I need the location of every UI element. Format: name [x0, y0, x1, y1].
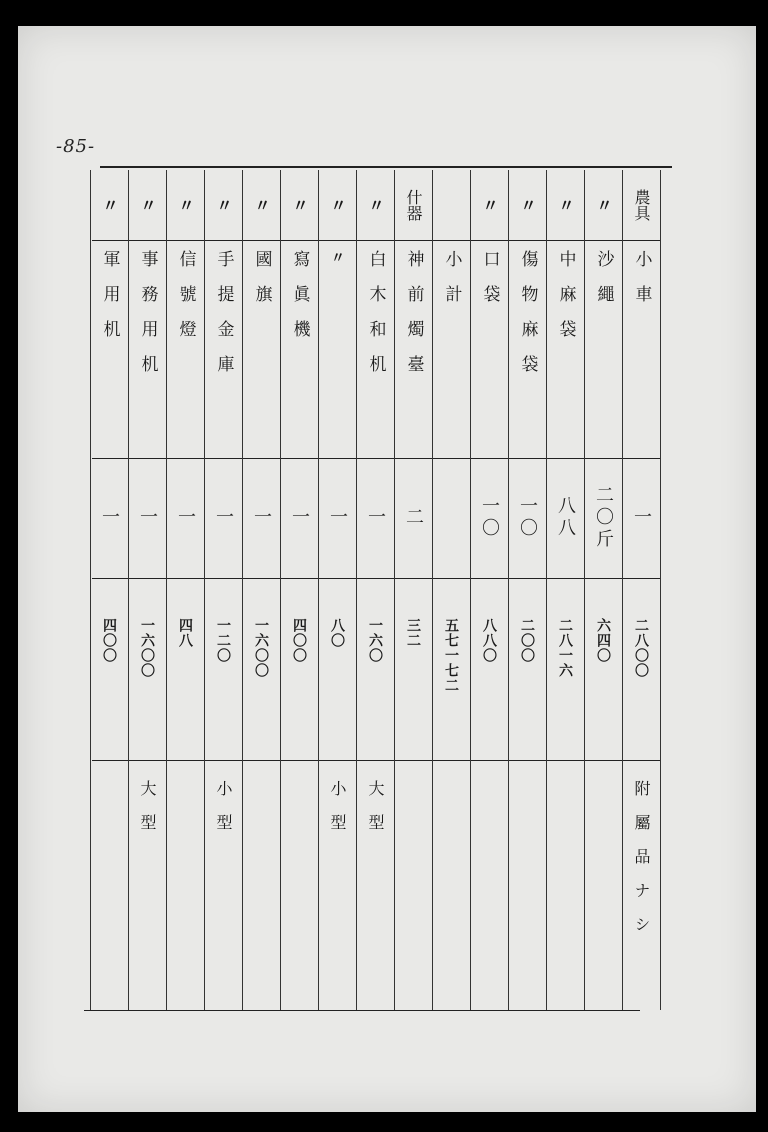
qty-text: 一: [175, 507, 196, 529]
row-9-note-cell: [280, 760, 318, 1030]
price-text: 二八〇〇: [633, 618, 649, 678]
row-5-category-cell: [432, 170, 470, 240]
qty-text: 一: [137, 507, 158, 529]
qty-text: 二〇斤: [593, 485, 614, 551]
name-text: 事務用机: [137, 250, 158, 390]
price-text: 六四〇: [595, 618, 611, 663]
row-1-name-cell: [584, 240, 622, 468]
category-text: 〃: [556, 197, 575, 213]
category-text: 〃: [252, 197, 271, 213]
row-14-qty-cell: [90, 458, 128, 578]
category-text: 〃: [594, 197, 613, 213]
name-text: 神前燭臺: [403, 250, 424, 390]
price-text: 八〇: [329, 618, 345, 648]
row-6-category-cell: [394, 170, 432, 240]
name-text: 口袋: [479, 250, 500, 320]
row-2-note-cell: [546, 760, 584, 1030]
row-10-note-cell: [242, 760, 280, 1030]
row-11-name-cell: [204, 240, 242, 468]
row-3-qty-cell: [508, 458, 546, 578]
row-14-name-cell: [90, 240, 128, 468]
note-text: 小型: [214, 780, 233, 848]
row-12-note-cell: [166, 760, 204, 1030]
row-12-category-cell: [166, 170, 204, 240]
row-1-note-cell: [584, 760, 622, 1030]
name-text: 信號燈: [175, 250, 196, 355]
row-4-name-cell: [470, 240, 508, 468]
category-text: 〃: [138, 197, 157, 213]
qty-text: 二: [403, 507, 424, 529]
category-text: 〃: [176, 197, 195, 213]
price-text: 三二: [405, 618, 421, 648]
category-text: 〃: [518, 197, 537, 213]
qty-text: 一: [251, 507, 272, 529]
row-0-name-cell: [622, 240, 660, 468]
qty-text: 一: [327, 507, 348, 529]
row-3-category-cell: [508, 170, 546, 240]
price-text: 五七一七二: [443, 618, 459, 693]
column-rule: [660, 170, 661, 1010]
row-4-qty-cell: [470, 458, 508, 578]
category-text: 〃: [214, 197, 233, 213]
row-14-category-cell: [90, 170, 128, 240]
row-2-name-cell: [546, 240, 584, 468]
row-13-qty-cell: [128, 458, 166, 578]
row-13-name-cell: [128, 240, 166, 468]
row-10-category-cell: [242, 170, 280, 240]
price-text: 二〇〇: [519, 618, 535, 663]
qty-text: 八八: [555, 496, 576, 540]
price-text: 一二〇: [215, 618, 231, 663]
note-text: 附屬品ナシ: [632, 780, 651, 950]
price-text: 一六〇〇: [139, 618, 155, 678]
row-7-note-cell: [356, 760, 394, 1030]
row-12-qty-cell: [166, 458, 204, 578]
row-11-qty-cell: [204, 458, 242, 578]
row-8-note-cell: [318, 760, 356, 1030]
row-10-name-cell: [242, 240, 280, 468]
name-text: 中麻袋: [555, 250, 576, 355]
price-text: 一六〇〇: [253, 618, 269, 678]
price-text: 二八一六: [557, 618, 573, 678]
note-text: 大型: [366, 780, 385, 848]
row-2-category-cell: [546, 170, 584, 240]
name-text: 國旗: [251, 250, 272, 320]
category-text: 〃: [290, 197, 309, 213]
row-4-category-cell: [470, 170, 508, 240]
name-text: 小車: [631, 250, 652, 320]
row-8-name-cell: [318, 240, 356, 468]
row-13-note-cell: [128, 760, 166, 1030]
category-text: 農具: [632, 189, 651, 221]
row-5-qty-cell: [432, 458, 470, 578]
price-text: 四〇〇: [291, 618, 307, 663]
qty-text: 一: [99, 507, 120, 529]
row-11-note-cell: [204, 760, 242, 1030]
category-text: 〃: [480, 197, 499, 213]
row-5-note-cell: [432, 760, 470, 1030]
row-1-category-cell: [584, 170, 622, 240]
price-text: 四〇〇: [101, 618, 117, 663]
price-text: 八八〇: [481, 618, 497, 663]
row-3-note-cell: [508, 760, 546, 1030]
price-text: 四八: [177, 618, 193, 648]
name-text: 傷物麻袋: [517, 250, 538, 390]
name-text: 〃: [329, 250, 345, 282]
row-7-name-cell: [356, 240, 394, 468]
category-text: 什器: [404, 189, 423, 221]
name-text: 寫眞機: [289, 250, 310, 355]
category-text: 〃: [328, 197, 347, 213]
row-14-note-cell: [90, 760, 128, 1030]
row-9-category-cell: [280, 170, 318, 240]
page-number: -85-: [56, 136, 96, 157]
qty-text: 一: [213, 507, 234, 529]
price-text: 一六〇: [367, 618, 383, 663]
row-1-qty-cell: [584, 458, 622, 578]
name-text: 白木和机: [365, 250, 386, 390]
row-0-note-cell: [622, 760, 660, 1030]
row-7-category-cell: [356, 170, 394, 240]
category-text: 〃: [366, 197, 385, 213]
row-5-name-cell: [432, 240, 470, 468]
row-9-name-cell: [280, 240, 318, 468]
name-text: 沙繩: [593, 250, 614, 320]
qty-text: 一〇: [479, 496, 500, 540]
row-10-qty-cell: [242, 458, 280, 578]
note-text: 大型: [138, 780, 157, 848]
name-text: 手提金庫: [213, 250, 234, 390]
name-text: 小計: [441, 250, 462, 320]
row-7-qty-cell: [356, 458, 394, 578]
row-6-name-cell: [394, 240, 432, 468]
row-3-name-cell: [508, 240, 546, 468]
row-11-category-cell: [204, 170, 242, 240]
row-0-category-cell: [622, 170, 660, 240]
name-text: 軍用机: [99, 250, 120, 355]
qty-text: 一: [289, 507, 310, 529]
row-9-qty-cell: [280, 458, 318, 578]
qty-text: 一: [631, 507, 652, 529]
row-0-qty-cell: [622, 458, 660, 578]
table-rule: [100, 166, 672, 168]
row-2-qty-cell: [546, 458, 584, 578]
row-8-category-cell: [318, 170, 356, 240]
row-13-category-cell: [128, 170, 166, 240]
note-text: 小型: [328, 780, 347, 848]
row-6-note-cell: [394, 760, 432, 1030]
row-4-note-cell: [470, 760, 508, 1030]
row-12-name-cell: [166, 240, 204, 468]
qty-text: 一: [365, 507, 386, 529]
row-8-qty-cell: [318, 458, 356, 578]
row-6-qty-cell: [394, 458, 432, 578]
qty-text: 一〇: [517, 496, 538, 540]
category-text: 〃: [100, 197, 119, 213]
